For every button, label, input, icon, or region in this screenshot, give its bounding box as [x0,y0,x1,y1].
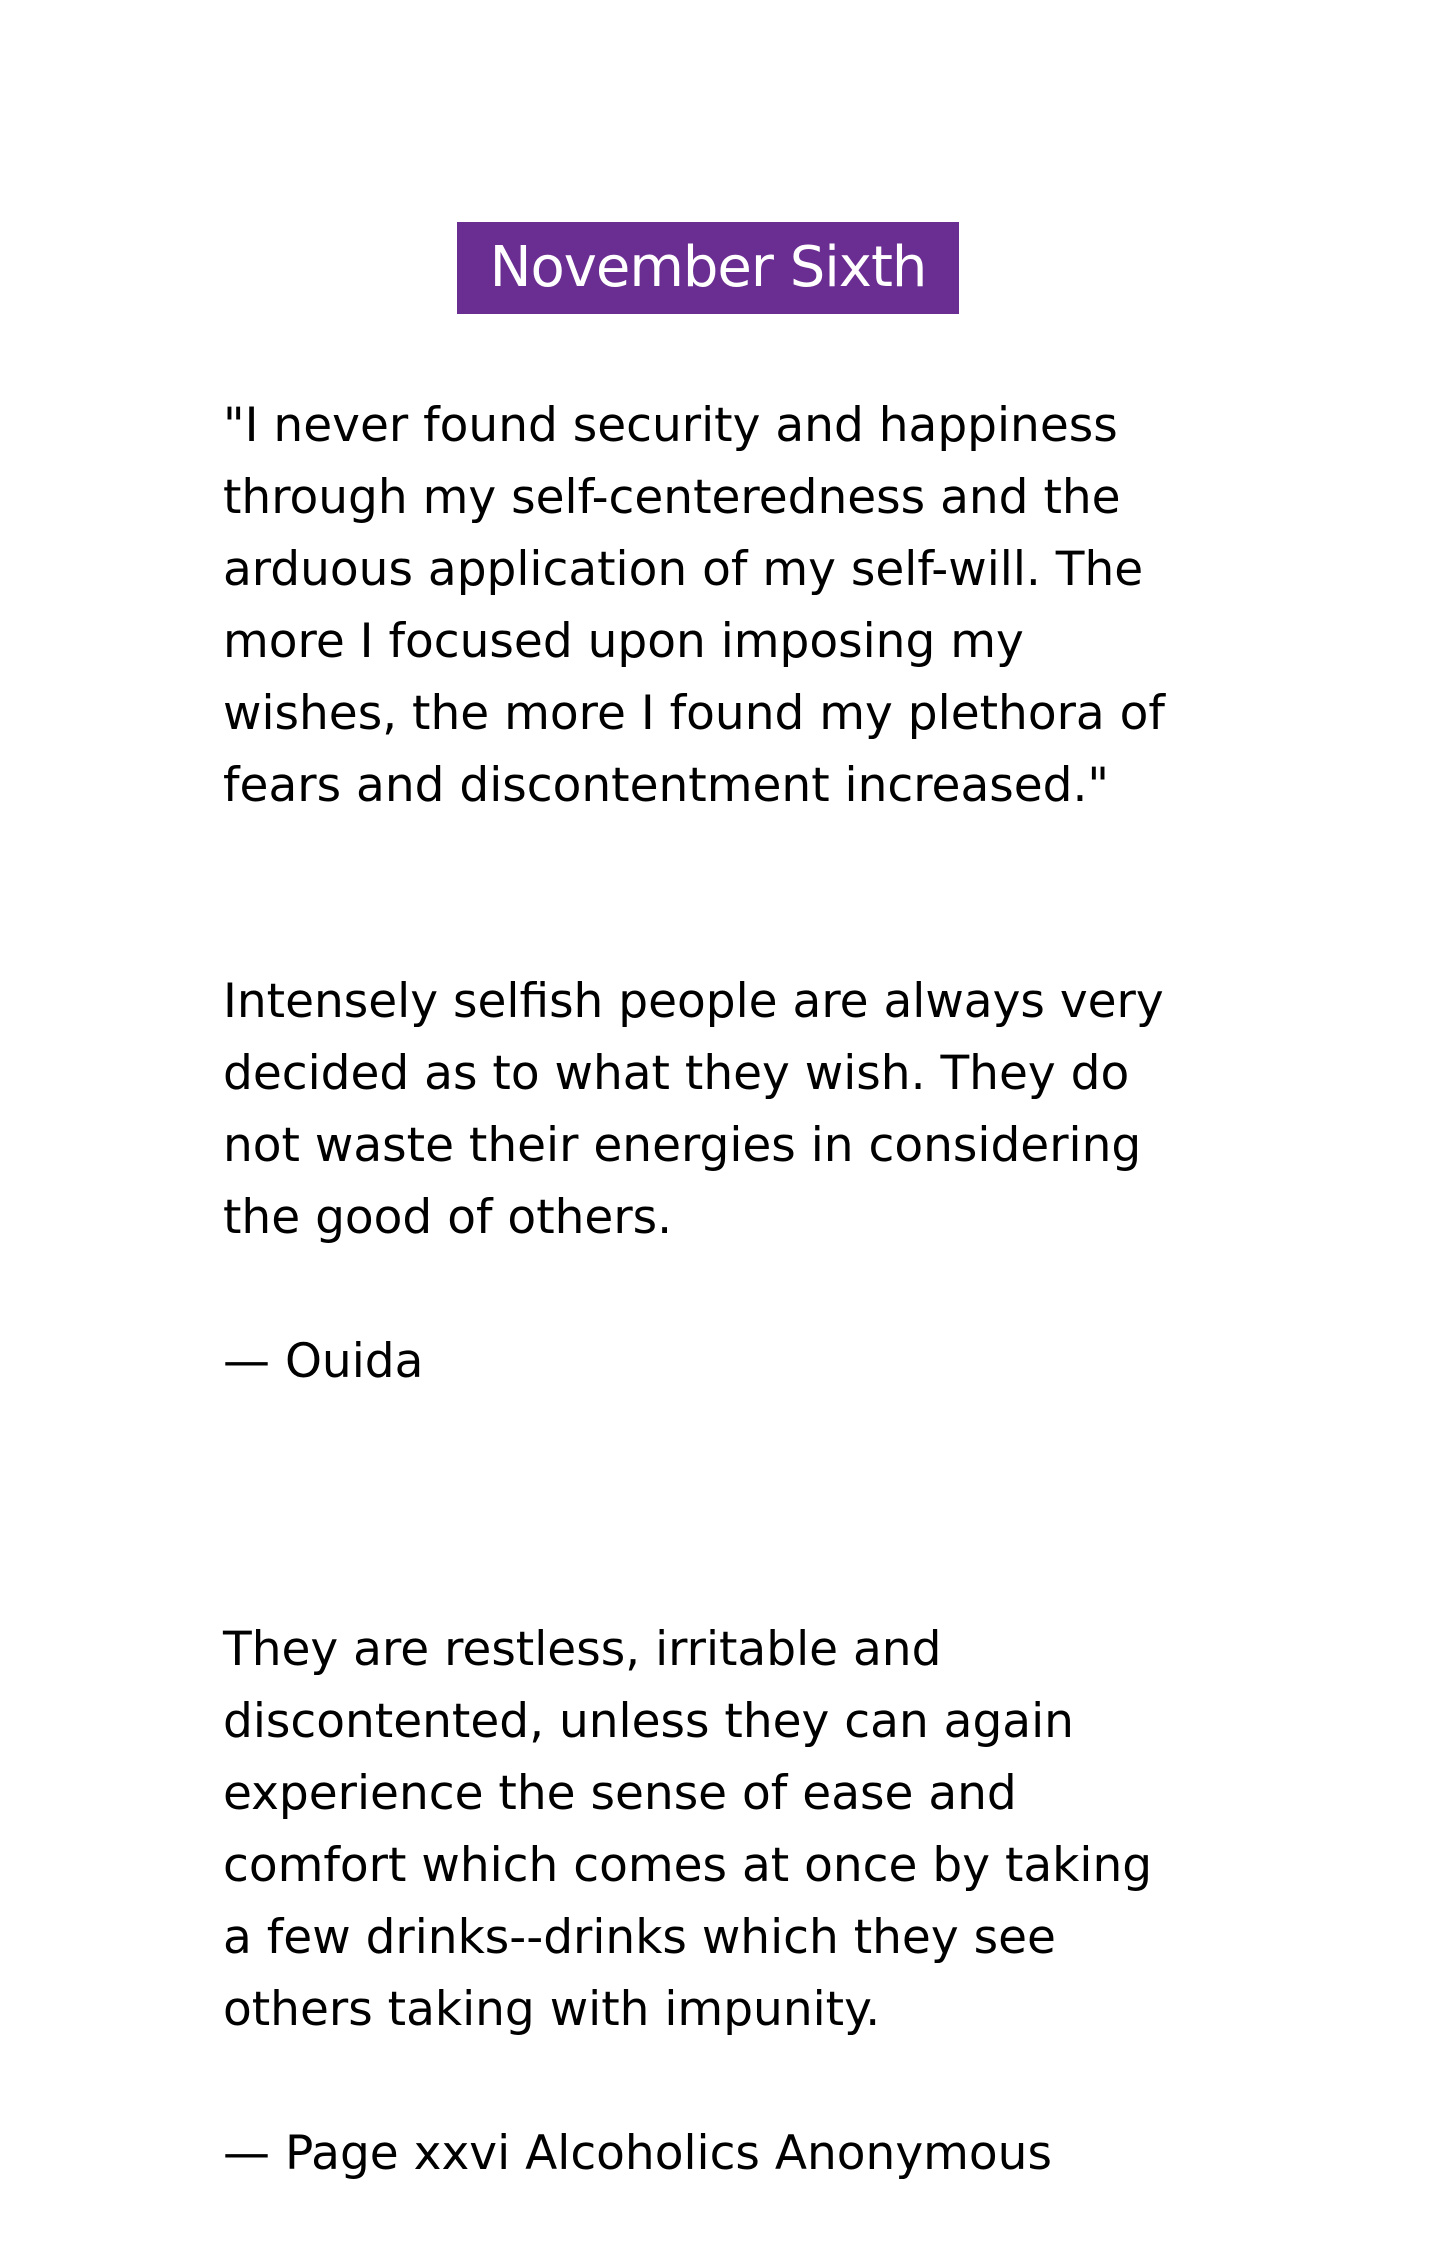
title-banner [457,222,959,314]
passage-text: Intensely selfish people are always very decided as to what they wish. They do not waste their energies in considering the good of others. [223,974,1164,1245]
page-title: November Sixth [489,235,927,300]
passage-attribution: — Page xxvi Alcoholics Anonymous [223,2126,1052,2181]
passage-attribution: — Ouida [223,1334,424,1389]
page-content [223,390,1263,2262]
passage-text: They are restless, irritable and discontented, unless they can again experience the sense of ease and comfort which comes at once by taking a few drinks--drinks which they see others taking with impunity. [223,1622,1153,2037]
passage-block [223,1542,1263,2262]
passage-block [223,894,1263,1470]
opening-quote: "I never found security and happiness through my self-centeredness and the arduous application of my self-will. The more I focused upon imposing my wishes, the more I found my plethora of fears and discontentment increased." [223,398,1165,813]
